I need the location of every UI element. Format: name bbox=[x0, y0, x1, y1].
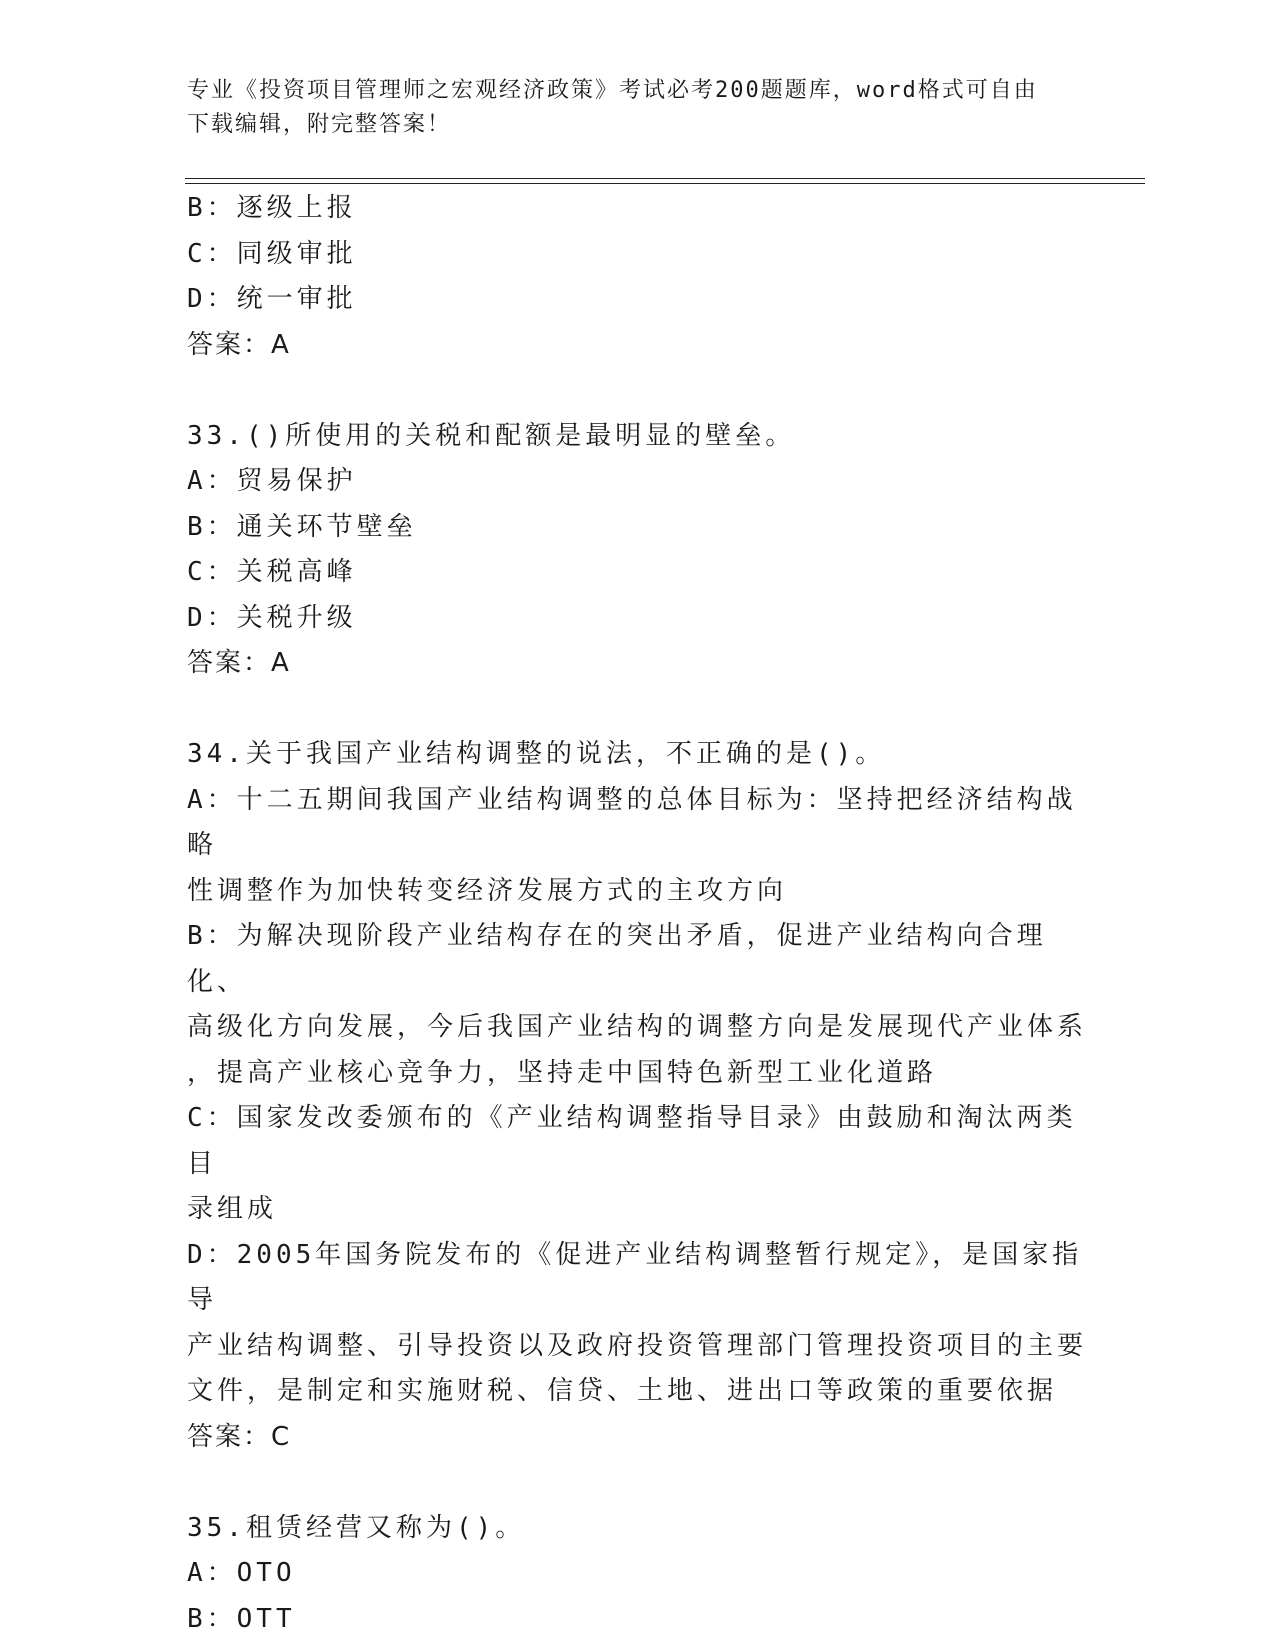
spacer bbox=[187, 687, 1087, 733]
q32-option-b: B：逐级上报 bbox=[187, 193, 357, 223]
q33-option-b: B：通关环节壁垒 bbox=[187, 511, 417, 542]
q35-question: 35.租赁经营又称为()。 bbox=[187, 1512, 526, 1543]
q33-answer: 答案：A bbox=[187, 648, 291, 678]
q32-answer: 答案：A bbox=[187, 329, 291, 360]
q33-option-a: A：贸易保护 bbox=[187, 466, 357, 496]
header-line-2: 下载编辑，附完整答案！ bbox=[187, 112, 452, 137]
q33-option-c: C：关税高峰 bbox=[187, 557, 357, 587]
document-body bbox=[187, 186, 1087, 1642]
q34-option-a-line-1: A：十二五期间我国产业结构调整的总体目标为：坚持把经济结构战略 bbox=[187, 784, 1077, 860]
q34-answer: 答案：C bbox=[187, 1421, 292, 1452]
q34-option-b-line-2: 高级化方向发展，今后我国产业结构的调整方向是发展现代产业体系 bbox=[187, 1012, 1088, 1042]
question-34 bbox=[187, 732, 1087, 1460]
document-header bbox=[187, 74, 1077, 142]
q33-option-d: D：关税升级 bbox=[187, 602, 357, 633]
q32-option-c: C：同级审批 bbox=[187, 238, 357, 269]
q35-option-b: B：OTT bbox=[187, 1603, 296, 1634]
q34-option-a-line-2: 性调整作为加快转变经济发展方式的主攻方向 bbox=[187, 875, 788, 906]
q34-option-c-line-1: C：国家发改委颁布的《产业结构调整指导目录》由鼓励和淘汰两类目 bbox=[187, 1103, 1077, 1179]
question-33 bbox=[187, 414, 1087, 687]
q34-question: 34.关于我国产业结构调整的说法，不正确的是()。 bbox=[187, 739, 886, 769]
q34-option-c-line-2: 录组成 bbox=[187, 1194, 278, 1224]
q34-option-b-line-1: B：为解决现阶段产业结构存在的突出矛盾，促进产业结构向合理化、 bbox=[187, 921, 1047, 997]
header-line-1: 专业《投资项目管理师之宏观经济政策》考试必考200题题库，word格式可自由 bbox=[187, 78, 1038, 103]
question-35 bbox=[187, 1506, 1087, 1643]
q35-option-a: A：OTO bbox=[187, 1558, 296, 1588]
spacer bbox=[187, 368, 1087, 414]
spacer bbox=[187, 1460, 1087, 1506]
header-divider-top bbox=[185, 178, 1145, 179]
q34-option-d-line-2: 产业结构调整、引导投资以及政府投资管理部门管理投资项目的主要 bbox=[187, 1330, 1088, 1361]
q32-option-d: D：统一审批 bbox=[187, 284, 357, 314]
q33-question: 33.()所使用的关税和配额是最明显的壁垒。 bbox=[187, 420, 796, 451]
header-divider-bottom bbox=[185, 183, 1145, 184]
q34-option-d-line-3: 文件，是制定和实施财税、信贷、土地、进出口等政策的重要依据 bbox=[187, 1376, 1058, 1406]
q34-option-b-line-3: ，提高产业核心竞争力，坚持走中国特色新型工业化道路 bbox=[187, 1057, 938, 1088]
q34-option-d-line-1: D：2005年国务院发布的《促进产业结构调整暂行规定》，是国家指导 bbox=[187, 1239, 1083, 1315]
question-32 bbox=[187, 186, 1087, 368]
